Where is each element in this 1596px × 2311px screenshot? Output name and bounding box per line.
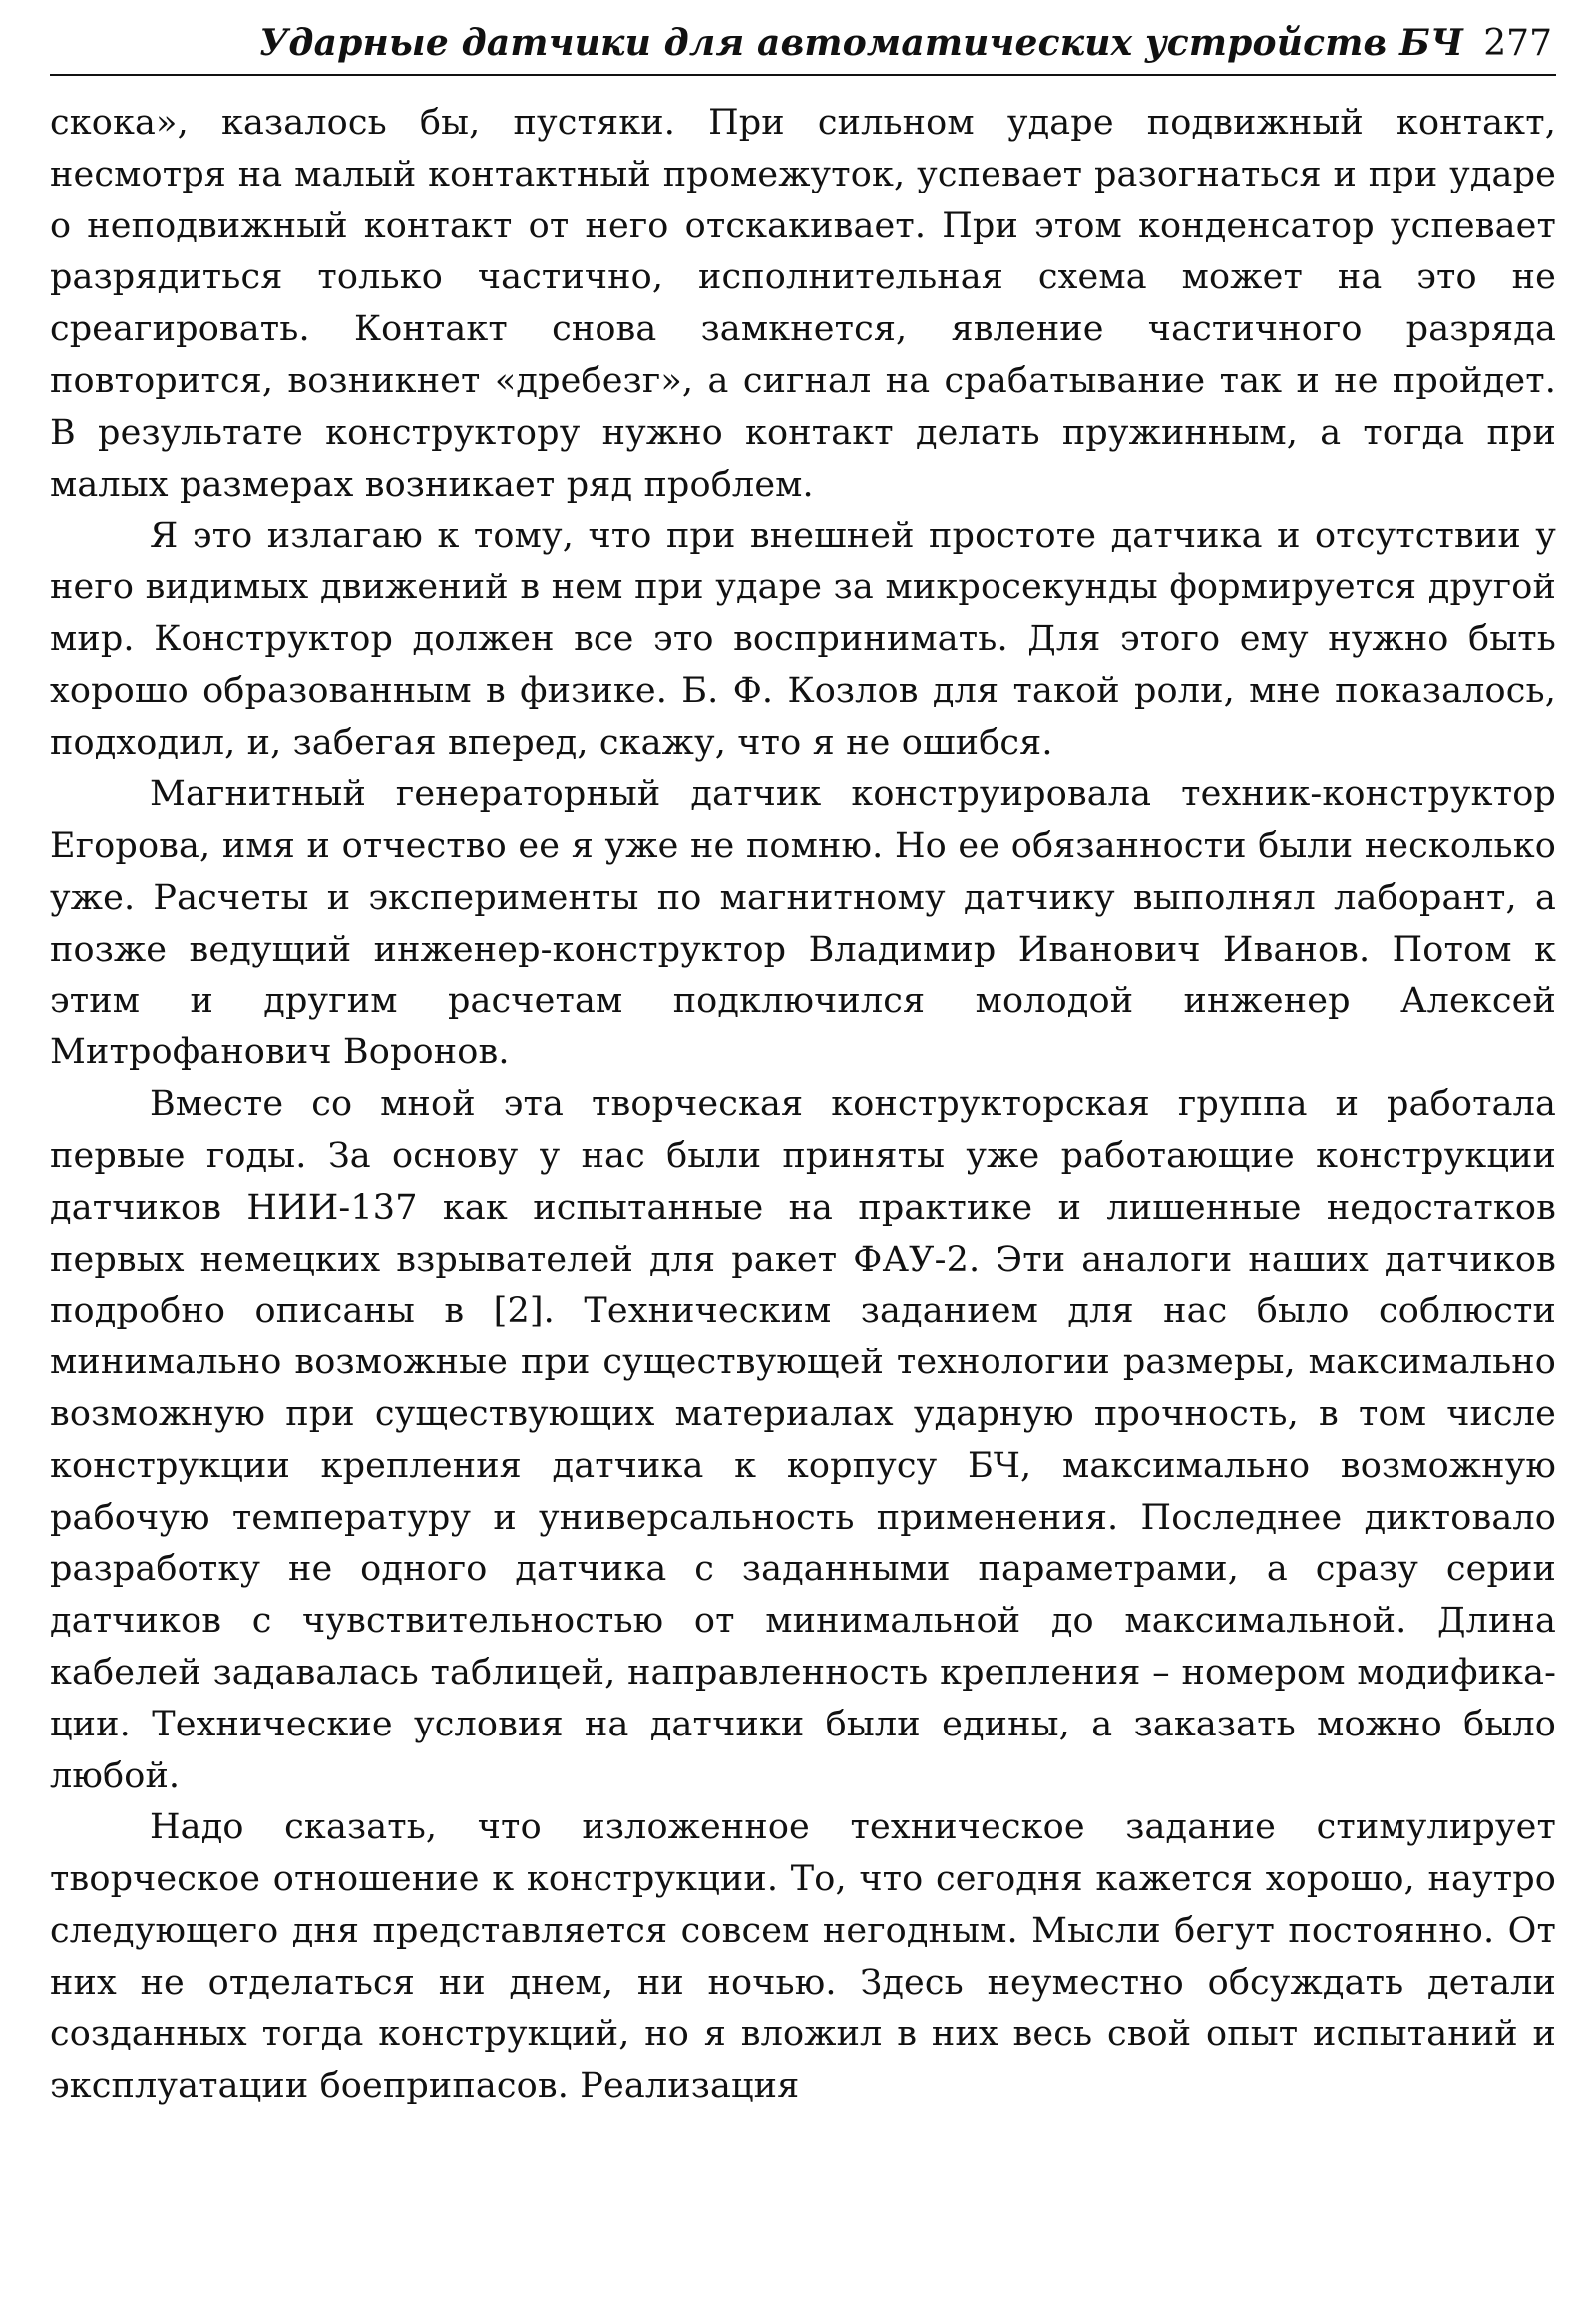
- running-title: Ударные датчики для автоматических устройств БЧ: [259, 22, 1464, 64]
- body-text: [50, 98, 1556, 2113]
- page-number: 277: [1483, 23, 1552, 64]
- paragraph: Вместе со мной эта творческая конструкторская группа и работала первые годы. За основу у нас были приняты уже работающие конструкции датчиков НИИ-137 как испытанные на практике и лишенные недостатков первых немецких взрывателей для ракет ФАУ-2. Эти аналоги наших датчиков подробно описаны в [2]. Техническим заданием для нас было соблюсти минимально возможные при существующей технологии размеры, максимально возможную при существующих материалах ударную прочность, в том числе конструкции крепления датчика к корпусу БЧ, максимально возможную рабочую температуру и универсальность применения. Последнее диктовало разработку не одного датчика с заданными параметрами, а сразу серии датчиков с чувствительностью от минимальной до максимальной. Длина кабелей задавалась таблицей, направленность крепления – номером модификации. Технические условия на датчики были едины, а заказать можно было любой.: [50, 1084, 1556, 1796]
- book-page: [50, 22, 1556, 2113]
- paragraph: Я это излагаю к тому, что при внешней простоте датчика и отсутствии у него видимых движений в нем при ударе за микросекунды формируется другой мир. Конструктор должен все это воспринимать. Для этого ему нужно быть хорошо образованным в физике. Б. Ф. Козлов для такой роли, мне показалось, подходил, и, забегая вперед, скажу, что я не ошибся.: [50, 516, 1556, 763]
- paragraph-continued: скока», казалось бы, пустяки. При сильном ударе подвижный контакт, несмотря на малый контактный промежуток, успевает разогнаться и при ударе о неподвижный контакт от него отскакивает. При этом конденсатор успевает разрядиться только частично, исполнительная схема может на это не среагировать. Контакт снова замкнется, явление частичного разряда повторится, возникнет «дребезг», а сигнал на срабатывание так и не пройдет. В результате конструктору нужно контакт делать пружинным, а тогда при малых размерах возникает ряд проблем.: [50, 103, 1556, 505]
- paragraph: Магнитный генераторный датчик конструировала техник-конструктор Егорова, имя и отчество ее я уже не помню. Но ее обязанности были несколько уже. Расчеты и эксперименты по магнитному датчику выполнял лаборант, а позже ведущий инженер-конструктор Владимир Иванович Иванов. Потом к этим и другим расчетам подключился молодой инженер Алексей Митрофанович Воронов.: [50, 774, 1556, 1073]
- paragraph: Надо сказать, что изложенное техническое задание стимулирует творческое отношение к конструкции. То, что сегодня кажется хорошо, наутро следующего дня представляется совсем негодным. Мысли бегут постоянно. От них не отделаться ни днем, ни ночью. Здесь неуместно обсуждать детали созданных тогда конструкций, но я вложил в них весь свой опыт испытаний и эксплуатации боеприпасов. Реализация: [50, 1807, 1556, 2107]
- running-header: [50, 22, 1556, 76]
